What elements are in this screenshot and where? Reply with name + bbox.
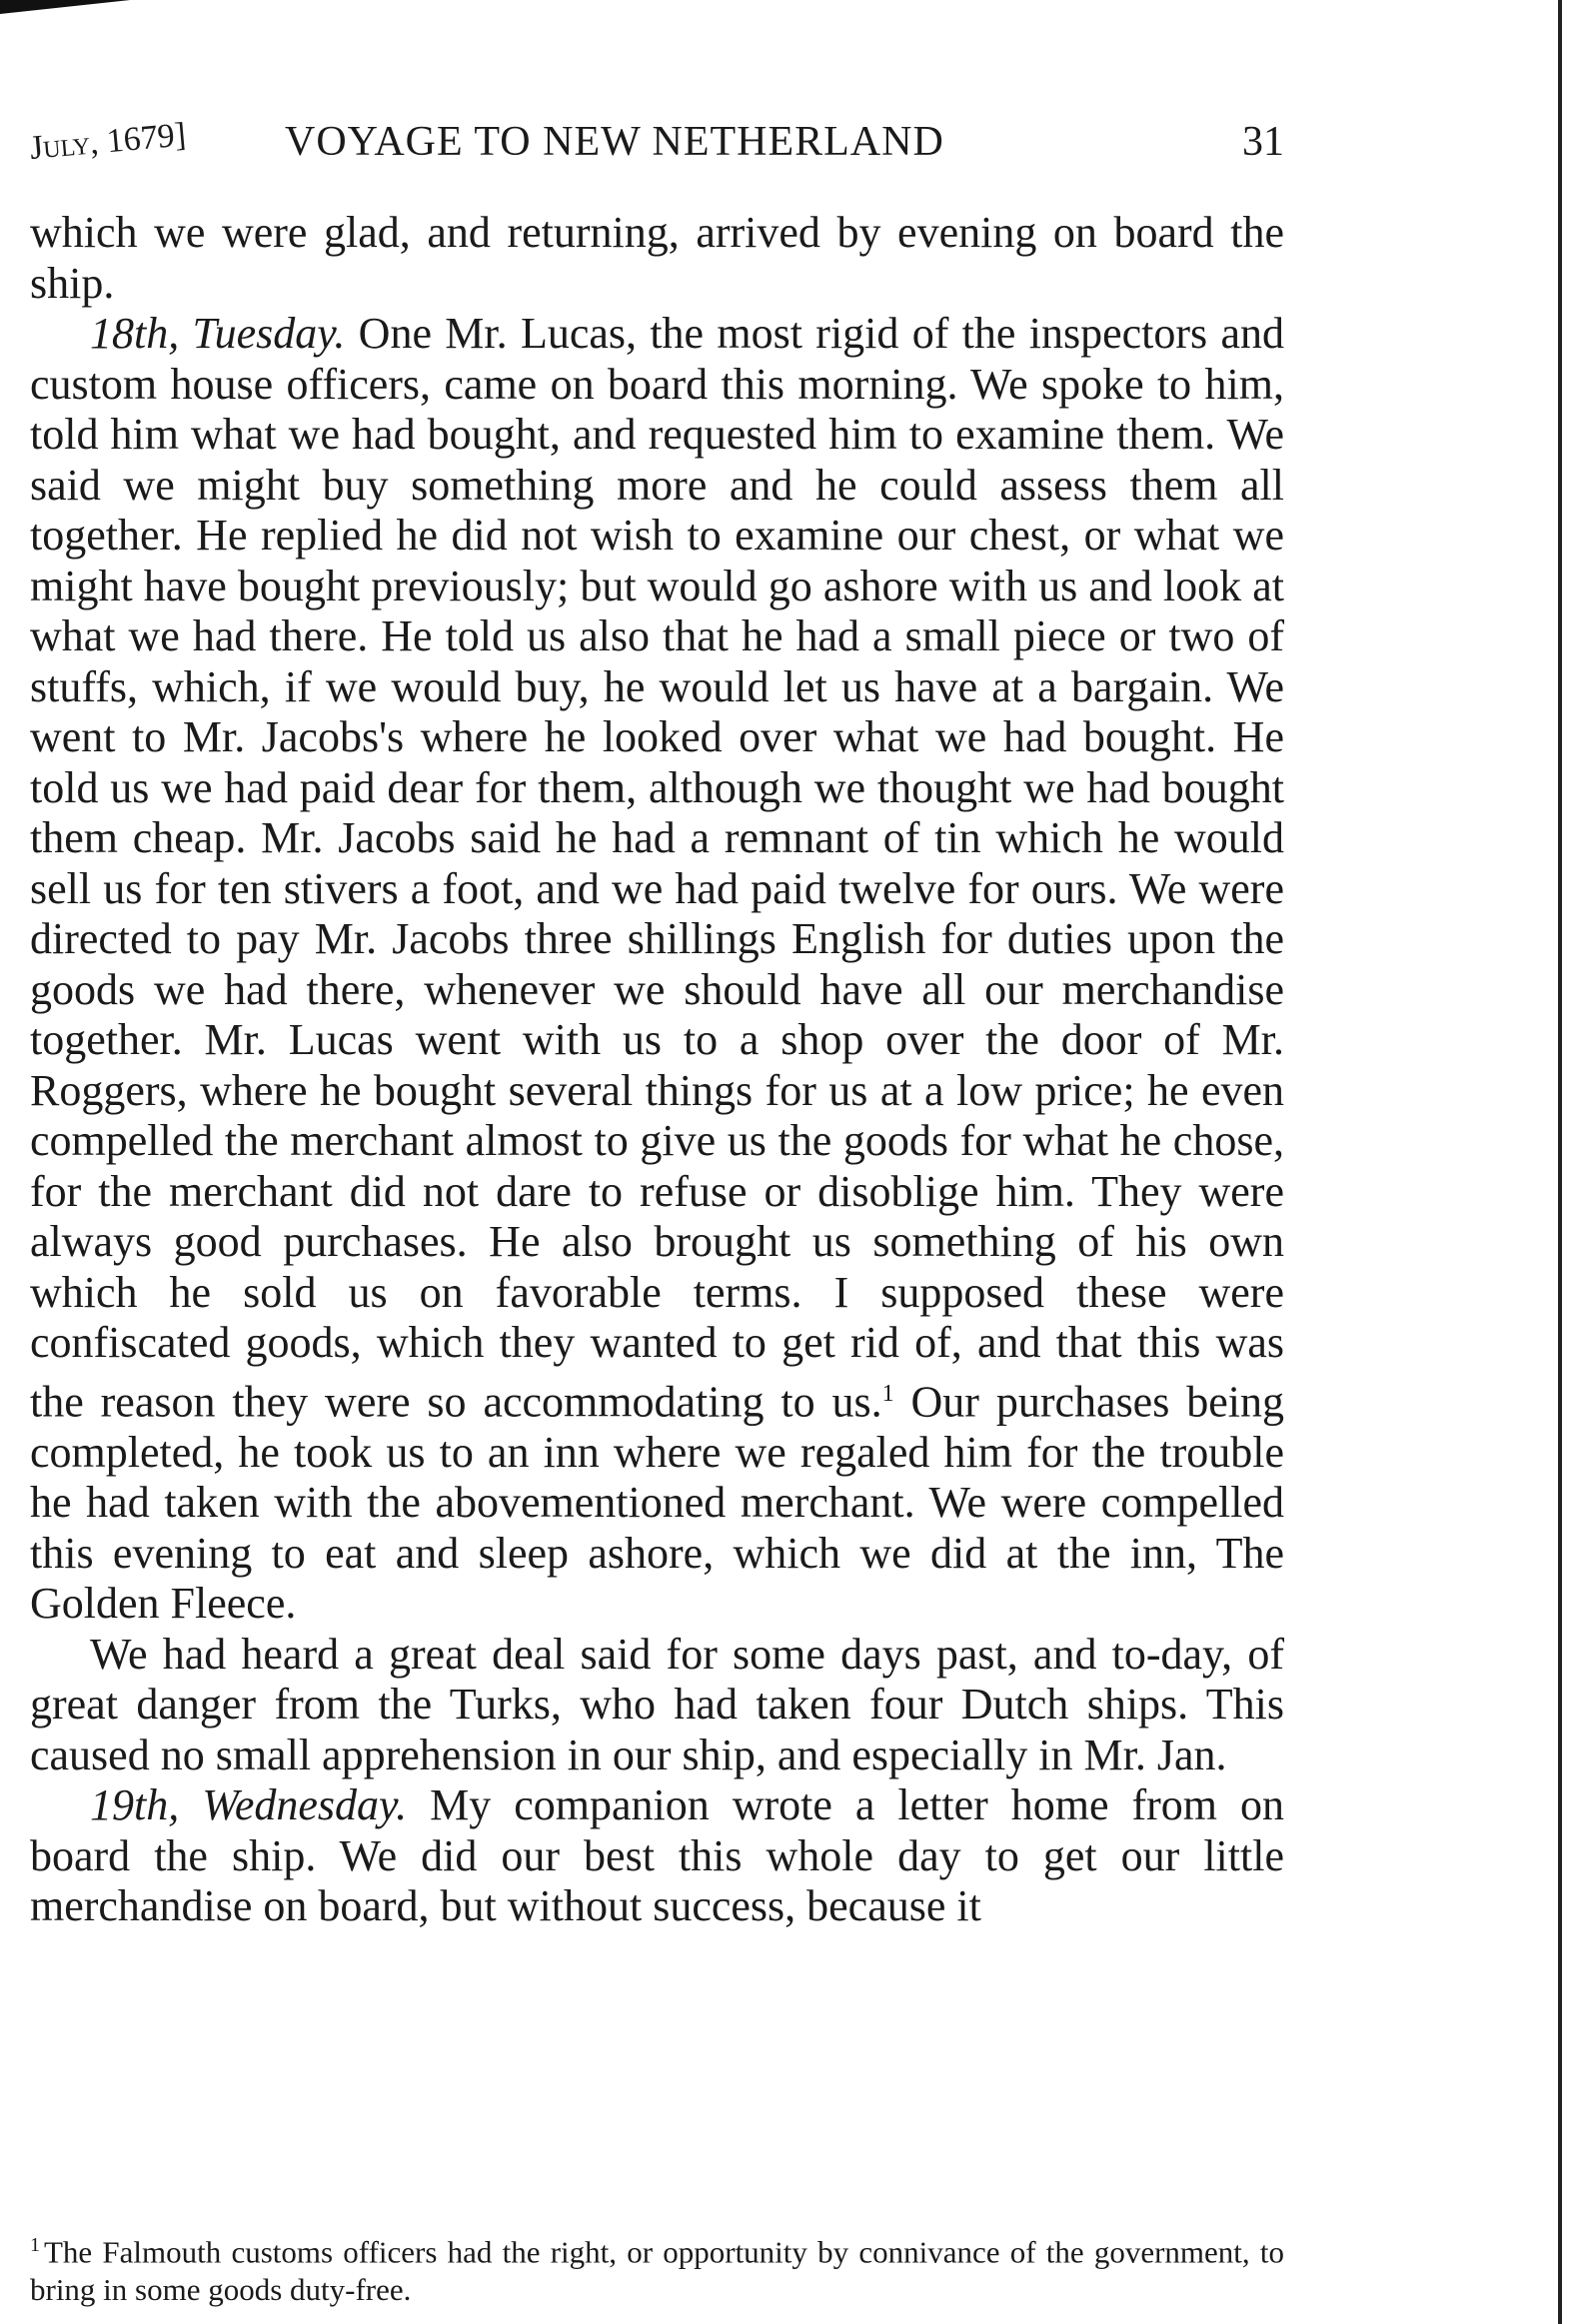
header-title: VOYAGE TO NEW NETHERLAND [285, 119, 944, 165]
footnote-mark: 1 [30, 2234, 40, 2256]
entry-date: 18th, Tuesday. [90, 309, 346, 358]
body-text [30, 208, 1284, 1932]
footnote-text: The Falmouth customs officers had the right, or opportunity by connivance of the government, to bring in some goods duty-free. [30, 2234, 1284, 2308]
header-date: July, 1679] [28, 116, 188, 167]
footnote-reference: 1 [881, 1380, 894, 1407]
paragraph-18th-tuesday [30, 309, 1284, 1630]
entry-date: 19th, Wednesday. [90, 1780, 408, 1830]
running-header [30, 108, 1284, 168]
footnote [30, 2226, 1284, 2309]
paragraph-text: We had heard a great deal said for some days past, and to-day, of great danger from the Turks, who had taken four Dutch ships. This caused no small apprehension in our ship, and especially in Mr. Jan. [30, 1629, 1284, 1779]
scan-edge-line [1558, 0, 1562, 2324]
paragraph-text-continued: Our purchases being completed, he took us to an inn where we regaled him for the trouble he had taken with the abovementioned merchant. We were compelled this evening to eat and sleep ashore, which we did at the inn, The Golden Fleece. [30, 1377, 1284, 1629]
paragraph-text: One Mr. Lucas, the most rigid of the inspectors and custom house officers, came on board this morning. We spoke to him, told him what we had bought, and requested him to examine them. We said we might buy something more and he could assess them all together. He replied he did not wish to examine our chest, or what we might have bought previously; but would go ashore with us and look at what we had there. He told us also that he had a small piece or two of stuffs, which, if we would buy, he would let us have at a bargain. We went to Mr. Jacobs's where he looked over what we had bought. He told us we had paid dear for them, although we thought we had bought them cheap. Mr. Jacobs said he had a remnant of tin which he would sell us for ten stivers a foot, and we had paid twelve for ours. We were directed to pay Mr. Jacobs three shillings English for duties upon the goods we had there, whenever we should have all our merchandise together. Mr. Lucas went with us to a shop over the door of Mr. Roggers, where he bought several things for us at a low price; he even compelled the merchant almost to give us the goods for what he chose, for the merchant did not dare to refuse or disoblige him. They were always good purchases. He also brought us something of his own which he sold us on favorable terms. I supposed these were confiscated goods, which they wanted to get rid of, and that this was the reason they were so accommodating to us. [30, 309, 1285, 1427]
page-number: 31 [1242, 119, 1284, 165]
paragraph-19th-wednesday [30, 1780, 1284, 1932]
paragraph-turks [30, 1630, 1284, 1781]
paragraph-continuation [30, 208, 1284, 309]
scan-shadow-corner [0, 0, 130, 14]
paragraph-text: My companion wrote a letter home from on board the ship. We did our best this whole day to get our little merchandise on board, but without success, because it [30, 1780, 1284, 1931]
paragraph-text: which we were glad, and returning, arrived by evening on board the ship. [30, 208, 1284, 308]
